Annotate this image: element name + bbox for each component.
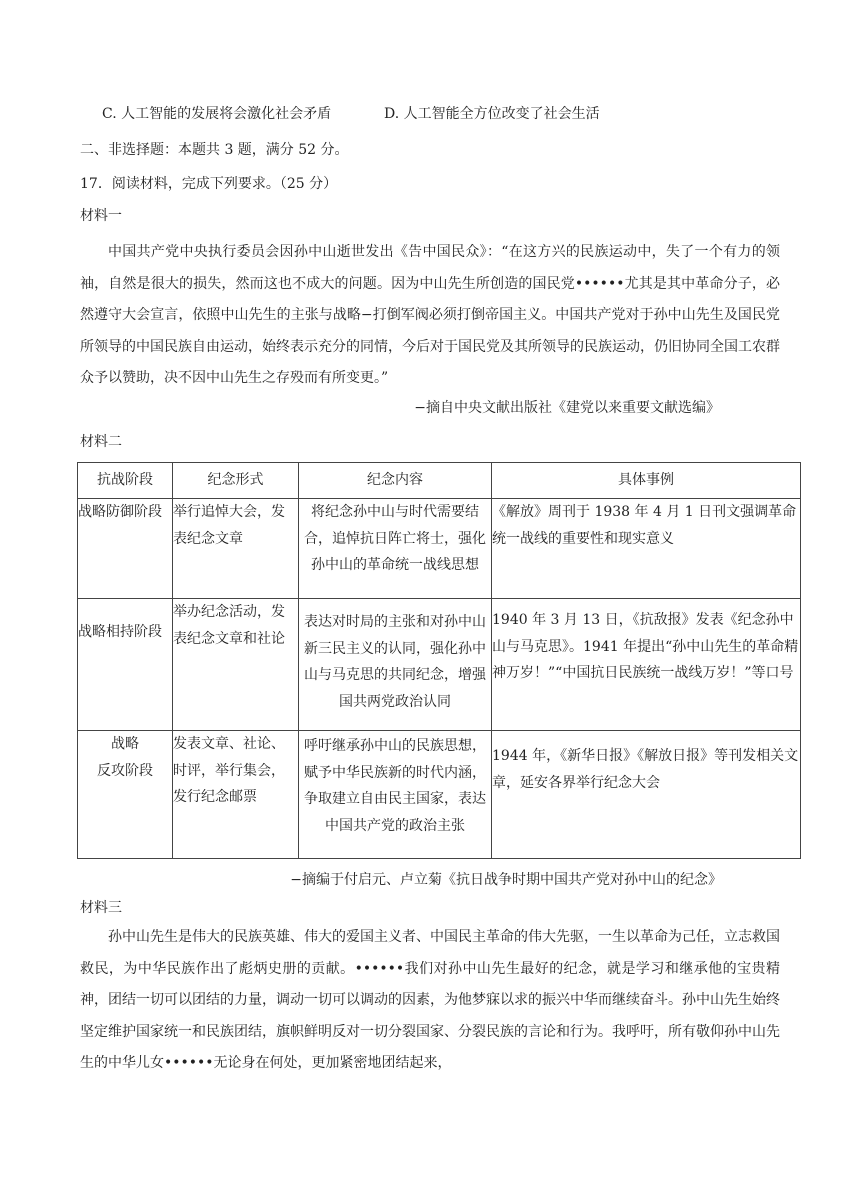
table-row bbox=[78, 599, 801, 731]
header-example: 具体事例 bbox=[492, 463, 801, 499]
cell-form: 举办纪念活动，发表纪念文章和社论 bbox=[173, 599, 299, 731]
header-form: 纪念形式 bbox=[173, 463, 299, 499]
cell-stage: 战略相持阶段 bbox=[78, 599, 173, 731]
cell-example: 1940 年 3 月 13 日，《抗敌报》发表《纪念孙中山与马克思》。1941 年提出“孙中山先生的革命精神万岁！”“中国抗日民族统一战线万岁！”等口号 bbox=[492, 599, 801, 731]
cell-stage-line2: 反攻阶段 bbox=[97, 762, 153, 779]
material-3-label: 材料三 bbox=[80, 900, 122, 916]
cell-content: 呼吁继承孙中山的民族思想，赋予中华民族新的时代内涵，争取建立自由民主国家，表达中国共产党的政治主张 bbox=[299, 731, 492, 859]
cell-stage: 战略防御阶段 bbox=[78, 499, 173, 599]
cell-form: 举行追悼大会，发表纪念文章 bbox=[173, 499, 299, 599]
material-3-text: 孙中山先生是伟大的民族英雄、伟大的爱国主义者、中国民主革命的伟大先驱，一生以革命为己任，立志救国救民，为中华民族作出了彪炳史册的贡献。••••••我们对孙中山先生最好的纪念，就是学习和继承他的宝贵精神，团结一切可以团结的力量，调动一切可以调动的因素，为他梦寐以求的振兴中华而继续奋斗。孙中山先生始终坚定维护国家统一和民族团结，旗帜鲜明反对一切分裂国家、分裂民族的言论和行为。我呼吁，所有敬仰孙中山先生的中华儿女••••••无论身在何处，更加紧密地团结起来， bbox=[80, 929, 780, 1071]
cell-example: 1944 年，《新华日报》《解放日报》等刊发相关文章，延安各界举行纪念大会 bbox=[492, 731, 801, 859]
material-1-text: 中国共产党中央执行委员会因孙中山逝世发出《告中国民众》：“在这方兴的民族运动中，失了一个有力的领袖，自然是很大的损失，然而这也不成大的问题。因为中山先生所创造的国民党••••••尤其是其中革命分子，必然遵守大会宣言，依照中山先生的主张与战略−打倒军阀必须打倒帝国主义。中国共产党对于孙中山先生及国民党所领导的中国民族自由运动，始终表示充分的同情，今后对于国民党及其所领导的民族运动，仍旧协同全国工农群众予以赞助，决不因中山先生之存殁而有所变更。” bbox=[80, 244, 780, 386]
option-c: C. 人工智能的发展将会激化社会矛盾 bbox=[102, 106, 332, 122]
answer-options-row bbox=[102, 104, 742, 124]
table-header-row bbox=[78, 463, 801, 499]
commemoration-table bbox=[77, 462, 801, 859]
cell-example: 《解放》周刊于 1938 年 4 月 1 日刊文强调革命统一战线的重要性和现实意义 bbox=[492, 499, 801, 599]
question-17-prompt: 17．阅读材料，完成下列要求。（25 分） bbox=[80, 176, 338, 192]
header-content: 纪念内容 bbox=[299, 463, 492, 499]
section-heading: 二、非选择题：本题共 3 题，满分 52 分。 bbox=[80, 142, 349, 158]
material-2-label: 材料二 bbox=[80, 434, 122, 450]
cell-stage bbox=[78, 731, 173, 859]
option-d: D. 人工智能全方位改变了社会生活 bbox=[384, 106, 600, 122]
header-stage: 抗战阶段 bbox=[78, 463, 173, 499]
cell-content: 表达对时局的主张和对孙中山新三民主义的认同，强化孙中山与马克思的共同纪念，增强国共两党政治认同 bbox=[299, 599, 492, 731]
cell-content: 将纪念孙中山与时代需要结合，追悼抗日阵亡将士，强化孙中山的革命统一战线思想 bbox=[299, 499, 492, 599]
table-row bbox=[78, 731, 801, 859]
cell-stage-line1: 战略 bbox=[111, 736, 139, 752]
material-1-source: −摘自中央文献出版社《建党以来重要文献选编》 bbox=[414, 400, 720, 416]
material-1-label: 材料一 bbox=[80, 208, 122, 224]
cell-form: 发表文章、社论、时评，举行集会，发行纪念邮票 bbox=[173, 731, 299, 859]
table-row bbox=[78, 499, 801, 599]
material-2-source: −摘编于付启元、卢立菊《抗日战争时期中国共产党对孙中山的纪念》 bbox=[290, 872, 722, 888]
